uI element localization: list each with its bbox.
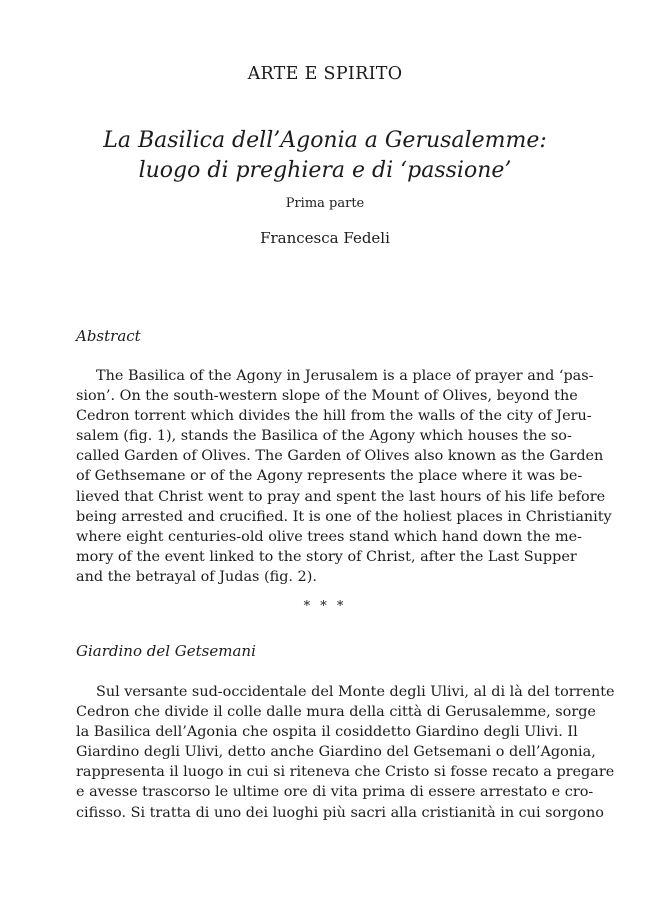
title-line: luogo di preghiera e di ‘passione’ — [138, 158, 512, 183]
text-line: called Garden of Olives. The Garden of Olives also known as the Garden — [76, 448, 604, 465]
text-line: lieved that Christ went to pray and spent the last hours of his life before — [76, 488, 606, 505]
text-line: Sul versante sud-occidentale del Monte degli Ulivi, al di là del torrente — [96, 684, 615, 700]
article-subtitle: Prima parte — [285, 196, 365, 211]
text-line: mory of the event linked to the story of Christ, after the Last Supper — [76, 548, 577, 565]
text-line: being arrested and crucified. It is one of the holiest places in Christianity — [76, 508, 612, 525]
text-line: e avesse trascorso le ultime ore di vita prima di essere arrestato e cro- — [76, 784, 594, 801]
text-line: of Gethsemane or of the Agony represents the place where it was be- — [76, 468, 583, 485]
text-line: la Basilica dell’Agonia che ospita il cosiddetto Giardino degli Ulivi. Il — [76, 724, 578, 741]
text-line: sion’. On the south-western slope of the Mount of Olives, beyond the — [76, 388, 578, 405]
text-line: Cedron torrent which divides the hill from the walls of the city of Jeru- — [76, 408, 592, 425]
text-line: Giardino degli Ulivi, detto anche Giardino del Getsemani o dell’Agonia, — [76, 744, 596, 761]
body-paragraph — [76, 682, 615, 823]
abstract-paragraph — [76, 366, 612, 587]
text-line: and the betrayal of Judas (fig. 2). — [76, 568, 317, 585]
text-line: rappresenta il luogo in cui si riteneva che Cristo si fosse recato a pregare — [76, 764, 615, 781]
text-line: salem (fig. 1), stands the Basilica of the Agony which houses the so- — [76, 428, 572, 445]
article-title — [0, 126, 650, 186]
text-line: where eight centuries-old olive trees stand which hand down the me- — [76, 528, 582, 545]
text-line: Cedron che divide il colle dalle mura della città di Gerusalemme, sorge — [76, 704, 596, 721]
text-line: cifisso. Si tratta di uno dei luoghi più sacri alla cristianità in cui sorgono — [76, 804, 604, 821]
section-separator: * * * — [303, 599, 347, 614]
section-heading: Giardino del Getsemani — [76, 642, 256, 660]
text-line: The Basilica of the Agony in Jerusalem is a place of prayer and ‘pas- — [96, 368, 594, 384]
abstract-heading: Abstract — [76, 327, 141, 345]
article-author: Francesca Fedeli — [260, 229, 390, 247]
section-label: ARTE E SPIRITO — [247, 64, 403, 84]
title-line: La Basilica dell’Agonia a Gerusalemme: — [103, 128, 547, 153]
